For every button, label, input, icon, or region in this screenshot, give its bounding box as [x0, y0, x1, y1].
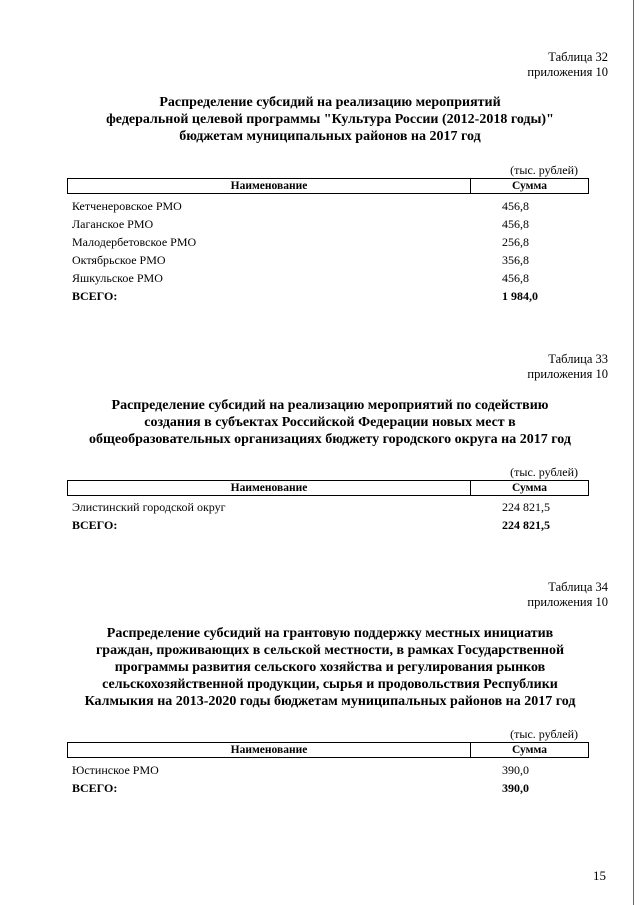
- table-header: [67, 178, 589, 194]
- title-line: сельскохозяйственной продукции, сырья и продовольствия Республики: [102, 677, 558, 692]
- row-value: 456,8: [502, 217, 529, 231]
- table-row: [72, 215, 592, 233]
- row-name: Лаганское РМО: [72, 217, 154, 231]
- total-row: [72, 779, 592, 797]
- title-line: бюджетам муниципальных районов на 2017 год: [179, 129, 481, 144]
- row-name: Яшкульское РМО: [72, 271, 163, 285]
- table-number: Таблица 32: [548, 50, 608, 64]
- row-value: 356,8: [502, 253, 529, 267]
- title-line: Распределение субсидий на реализацию мероприятий по содействию: [111, 398, 549, 413]
- row-name: Кетченеровское РМО: [72, 199, 182, 213]
- table-34-reference: [527, 580, 608, 610]
- title-line: граждан, проживающих в сельской местности, в рамках Государственной: [95, 643, 565, 658]
- appendix-ref: приложения 10: [527, 65, 608, 79]
- table-33-title: [60, 397, 600, 448]
- row-value: 256,8: [502, 235, 529, 249]
- title-line: Калмыкия на 2013-2020 годы бюджетам муниципальных районов на 2017 год: [84, 694, 576, 709]
- table-32-reference: [527, 50, 608, 80]
- row-value: 456,8: [502, 271, 529, 285]
- table-row: [72, 251, 592, 269]
- total-row: [72, 287, 592, 305]
- column-header-sum: Сумма: [512, 744, 547, 756]
- total-label: ВСЕГО:: [72, 781, 118, 795]
- row-name: Элистинский городской округ: [72, 500, 226, 514]
- table-32-title: [60, 94, 600, 145]
- title-line: Распределение субсидий на грантовую поддержку местных инициатив: [106, 626, 554, 641]
- units-label: (тыс. рублей): [510, 727, 578, 741]
- row-name: Юстинское РМО: [72, 763, 159, 777]
- table-34-title: [60, 625, 600, 710]
- table-row: [72, 233, 592, 251]
- table-number: Таблица 33: [548, 352, 608, 366]
- table-33-body: [72, 498, 592, 534]
- table-33-reference: [527, 352, 608, 382]
- row-name: Малодербетовское РМО: [72, 235, 197, 249]
- total-value: 390,0: [502, 781, 529, 795]
- units-label: (тыс. рублей): [510, 465, 578, 479]
- table-34-body: [72, 761, 592, 797]
- appendix-ref: приложения 10: [527, 595, 608, 609]
- row-value: 456,8: [502, 199, 529, 213]
- row-value: 224 821,5: [502, 500, 550, 514]
- table-number: Таблица 34: [548, 580, 608, 594]
- table-row: [72, 269, 592, 287]
- title-line: общеобразовательных организациях бюджету городского округа на 2017 год: [89, 432, 571, 447]
- total-label: ВСЕГО:: [72, 518, 118, 532]
- title-line: федеральной целевой программы "Культура России (2012-2018 годы)": [106, 112, 554, 127]
- appendix-ref: приложения 10: [527, 367, 608, 381]
- title-line: создания в субъектах Российской Федерации новых мест в: [144, 415, 516, 430]
- title-line: программы развития сельского хозяйства и регулирования рынков: [114, 660, 546, 675]
- table-32-body: [72, 197, 592, 305]
- total-row: [72, 516, 592, 534]
- page-edge-line: [633, 0, 634, 905]
- column-header-name: Наименование: [68, 743, 471, 757]
- table-row: [72, 197, 592, 215]
- row-name: Октябрьское РМО: [72, 253, 166, 267]
- total-label: ВСЕГО:: [72, 289, 118, 303]
- column-header-sum: Сумма: [512, 482, 547, 494]
- column-header-name: Наименование: [68, 481, 471, 495]
- row-value: 390,0: [502, 763, 529, 777]
- units-label: (тыс. рублей): [510, 163, 578, 177]
- table-header: [67, 742, 589, 758]
- total-value: 224 821,5: [502, 518, 550, 532]
- table-header: [67, 480, 589, 496]
- column-header-sum: Сумма: [512, 180, 547, 192]
- total-value: 1 984,0: [502, 289, 538, 303]
- column-header-name: Наименование: [68, 179, 471, 193]
- table-row: [72, 498, 592, 516]
- page-number: 15: [593, 868, 606, 883]
- table-row: [72, 761, 592, 779]
- title-line: Распределение субсидий на реализацию мероприятий: [159, 95, 501, 110]
